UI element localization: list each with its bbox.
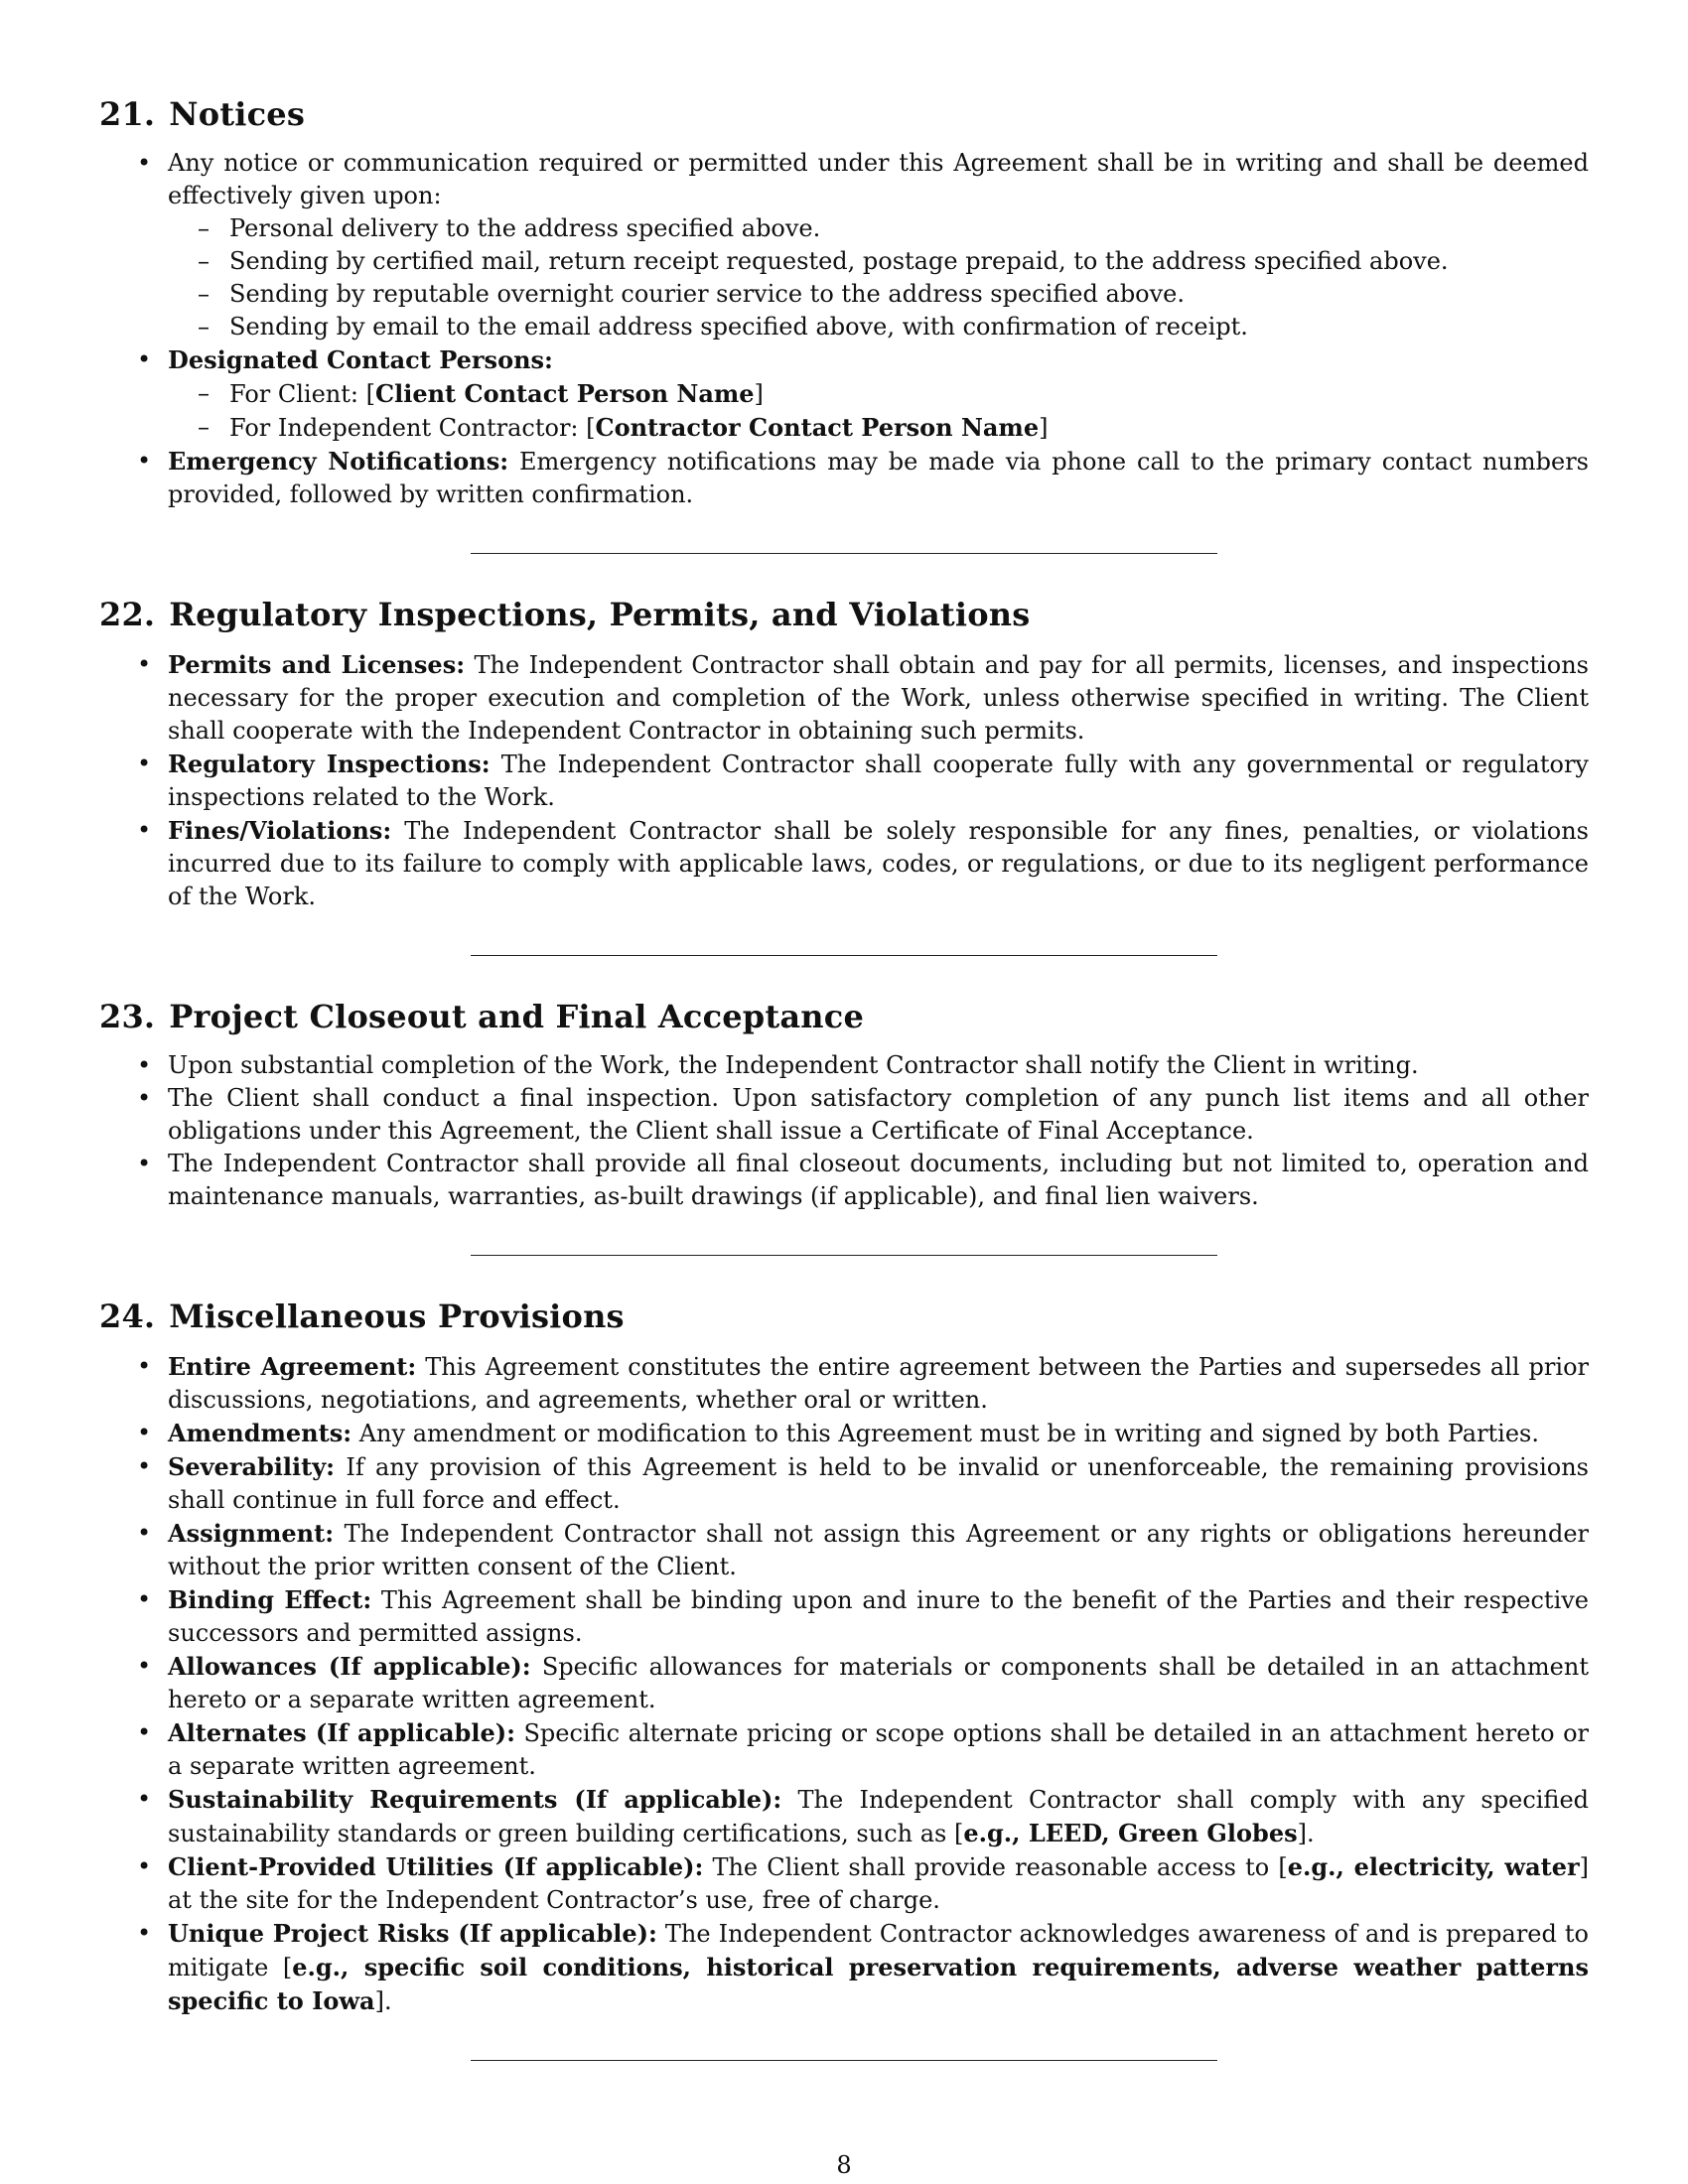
sub-item-prefix: For Client: [ (229, 380, 375, 409)
item-label: Severability: (168, 1451, 336, 1481)
sub-list (168, 377, 1589, 445)
sub-item-prefix: For Independent Contractor: [ (229, 414, 596, 443)
item-text: Specific allowances for materials or components shall be detailed in an attachment hereto or a separate written agreement. (168, 1652, 1589, 1713)
item-label: Allowances (If applicable): (168, 1651, 531, 1681)
divider (99, 1255, 1589, 1256)
list-item (99, 1716, 1589, 1783)
list-item (99, 814, 1589, 913)
item-label: Unique Project Risks (If applicable): (168, 1918, 657, 1948)
list-item (99, 147, 1589, 343)
list-item (99, 1917, 1589, 2018)
list-item (99, 1583, 1589, 1650)
item-label: Client-Provided Utilities (If applicable): (168, 1851, 704, 1881)
sub-item (168, 411, 1589, 445)
item-text: The Independent Contractor acknowledges awareness of and is prepared to mitigate [ (168, 1919, 1589, 1981)
list-item (99, 648, 1589, 748)
item-text: Any amendment or modification to this Agreement must be in writing and signed by both Parties. (352, 1419, 1540, 1447)
item-text: Specific alternate pricing or scope options shall be detailed in an attachment hereto or a separate written agreement. (168, 1718, 1589, 1780)
item-text: The Client shall provide reasonable access to [ (703, 1852, 1288, 1881)
section-21 (99, 95, 1589, 511)
item-text: This Agreement constitutes the entire agreement between the Parties and supersedes all prior discussions, negotiations, and agreements, whether oral or written. (168, 1352, 1589, 1414)
placeholder-field: Contractor Contact Person Name (595, 413, 1040, 443)
document-page (99, 95, 1589, 2061)
placeholder-field: e.g., electricity, water (1287, 1851, 1580, 1881)
section-heading (99, 95, 1589, 133)
sub-item: – Sending by reputable overnight courier service to the address specified above. (168, 278, 1589, 311)
sub-item-suffix: ] (1039, 414, 1049, 443)
item-text: The Independent Contractor shall obtain and pay for all permits, licenses, and inspections necessary for the proper execution and completion of the Work, unless otherwise specified in writing. The Client shall cooperate with the Independent Contractor in obtaining such permits. (168, 650, 1589, 745)
section-22 (99, 596, 1589, 912)
section-24 (99, 1297, 1589, 2017)
item-text: The Independent Contractor shall cooperate fully with any governmental or regulatory inspections related to the Work. (168, 750, 1589, 811)
list-item: • Upon substantial completion of the Work, the Independent Contractor shall notify the Client in writing. (99, 1049, 1589, 1082)
divider (99, 2060, 1589, 2061)
sub-item: – Sending by certified mail, return receipt requested, postage prepaid, to the address specified above. (168, 245, 1589, 278)
sub-item (168, 377, 1589, 411)
placeholder-field: e.g., specific soil conditions, historical preservation requirements, adverse weather patterns specific to Iowa (168, 1952, 1590, 2015)
list-item (99, 343, 1589, 445)
item-label: Entire Agreement: (168, 1351, 417, 1381)
list-item: • The Independent Contractor shall provide all final closeout documents, including but not limited to, operation and maintenance manuals, warranties, as-built drawings (if applicable), and final lien waivers. (99, 1148, 1589, 1213)
placeholder-field: e.g., LEED, Green Globes (963, 1818, 1298, 1847)
list-item (99, 1650, 1589, 1716)
sub-item: – Sending by email to the email address specified above, with confirmation of receipt. (168, 311, 1589, 343)
page-number: 8 (836, 2151, 852, 2179)
section-title: Miscellaneous Provisions (169, 1297, 625, 1336)
section-number: 22. (99, 596, 156, 634)
placeholder-field: Client Contact Person Name (375, 379, 755, 409)
item-text: Emergency notifications may be made via phone call to the primary contact numbers provided, followed by written confirmation. (168, 448, 1590, 509)
list-item (99, 1350, 1589, 1417)
list-item (99, 445, 1589, 511)
sub-item-suffix: ] (754, 380, 764, 409)
item-text-tail: ]. (1297, 1819, 1315, 1847)
item-text-tail: ] at the site for the Independent Contractor’s use, free of charge. (168, 1852, 1589, 1914)
list-item (99, 1783, 1589, 1850)
section-number: 21. (99, 95, 156, 133)
list-item: • The Client shall conduct a final inspection. Upon satisfactory completion of any punch list items and all other obligations under this Agreement, the Client shall issue a Certificate of Final Acceptance. (99, 1082, 1589, 1148)
section-number: 24. (99, 1297, 156, 1336)
section-title: Regulatory Inspections, Permits, and Violations (169, 596, 1031, 634)
section-title: Project Closeout and Final Acceptance (169, 997, 865, 1035)
item-label: Regulatory Inspections: (168, 749, 491, 778)
item-label: Fines/Violations: (168, 815, 392, 845)
bullet-list (99, 648, 1589, 913)
item-text: The Independent Contractor shall comply with any specified sustainability standards or green building certifications, such as [ (168, 1785, 1590, 1847)
section-heading (99, 998, 1589, 1035)
item-text: This Agreement shall be binding upon and inure to the benefit of the Parties and their respective successors and permitted assigns. (168, 1585, 1590, 1647)
item-text: The Independent Contractor shall be solely responsible for any fines, penalties, or violations incurred due to its failure to comply with applicable laws, codes, or regulations, or due to its negligent performance of the Work. (168, 816, 1589, 910)
list-item (99, 1450, 1589, 1517)
item-text: If any provision of this Agreement is held to be invalid or unenforceable, the remaining provisions shall continue in full force and effect. (168, 1452, 1589, 1514)
sub-list (168, 212, 1589, 343)
section-number: 23. (99, 997, 156, 1035)
item-label: Permits and Licenses: (168, 649, 466, 679)
bullet-list (99, 147, 1589, 511)
list-item (99, 1417, 1589, 1450)
item-label: Emergency Notifications: (168, 447, 509, 477)
divider (99, 955, 1589, 956)
section-23 (99, 998, 1589, 1213)
item-label: Assignment: (168, 1518, 335, 1548)
section-heading (99, 1297, 1589, 1335)
section-heading (99, 596, 1589, 633)
item-label: Amendments: (168, 1418, 352, 1447)
item-label: Designated Contact Persons: (168, 345, 553, 375)
bullet-list (99, 1049, 1589, 1213)
list-item (99, 1517, 1589, 1583)
list-item (99, 748, 1589, 814)
item-text-tail: ]. (374, 1986, 392, 2015)
section-title: Notices (169, 95, 306, 133)
item-label: Alternates (If applicable): (168, 1717, 515, 1747)
divider (99, 553, 1589, 554)
item-text: Any notice or communication required or permitted under this Agreement shall be in writing and shall be deemed effectively given upon: (168, 149, 1589, 210)
bullet-list (99, 1350, 1589, 2018)
item-text: The Independent Contractor shall not assign this Agreement or any rights or obligations hereunder without the prior written consent of the Client. (168, 1519, 1589, 1580)
sub-item: – Personal delivery to the address specified above. (168, 212, 1589, 245)
list-item (99, 1850, 1589, 1917)
item-label: Binding Effect: (168, 1584, 372, 1614)
item-label: Sustainability Requirements (If applicable): (168, 1784, 782, 1814)
